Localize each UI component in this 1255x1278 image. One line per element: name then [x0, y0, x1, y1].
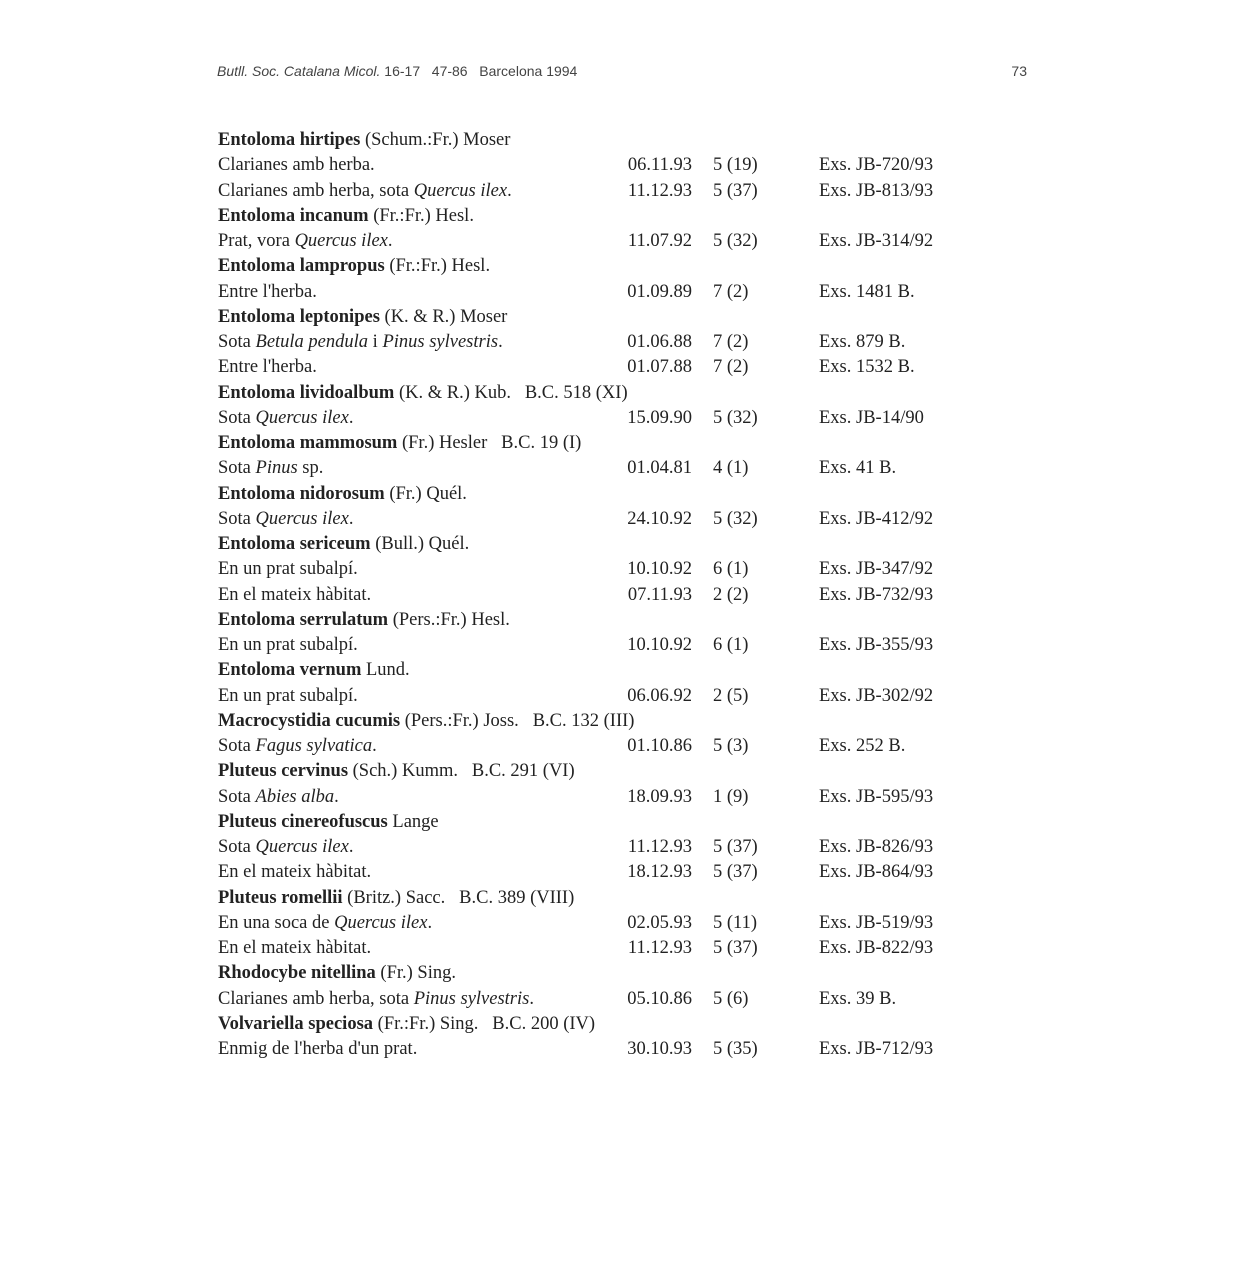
species-entry: [218, 709, 634, 734]
habitat-pre: En una soca de: [218, 912, 335, 933]
habitat-pre: En el mateix hàbitat.: [218, 584, 372, 605]
record-date: 10.10.92: [627, 559, 692, 580]
collection-record: [218, 153, 978, 178]
record-date: 10.10.92: [627, 635, 692, 655]
habitat-pre: Sota: [218, 736, 256, 756]
collection-record: [218, 507, 978, 532]
record-locality: 6 (1): [713, 635, 749, 655]
record-locality: 7 (2): [713, 332, 749, 352]
species-entry: [218, 128, 510, 153]
record-herbarium: Exs. JB-314/92: [819, 231, 934, 251]
species-heading: [218, 608, 978, 633]
record-date: 11.12.93: [627, 180, 692, 201]
record-date: 06.11.93: [627, 155, 692, 176]
species-entry: [218, 254, 490, 279]
habitat-pre: Sota: [218, 332, 256, 352]
record-herbarium: Exs. JB-822/93: [819, 938, 934, 958]
record-locality: 5 (35): [713, 1039, 758, 1059]
record-date: 11.07.92: [627, 231, 692, 251]
habitat-text: [218, 936, 371, 961]
collection-record: [218, 684, 978, 709]
record-date: 11.12.93: [627, 837, 692, 857]
habitat-post: .: [507, 180, 512, 201]
species-heading: [218, 886, 978, 911]
species-name: Rhodocybe nitellina: [218, 963, 376, 984]
habitat-text: [218, 734, 377, 759]
record-herbarium: Exs. 1532 B.: [819, 357, 915, 378]
habitat-pre: En un prat subalpí.: [218, 635, 358, 655]
species-reference: B.C. 291 (VI): [471, 761, 575, 782]
species-entry: [218, 305, 507, 330]
habitat-pre: En el mateix hàbitat.: [218, 938, 372, 958]
record-herbarium: Exs. JB-712/93: [819, 1039, 934, 1059]
collection-record: [218, 911, 978, 936]
species-heading: [218, 810, 978, 835]
species-reference: B.C. 19 (I): [501, 433, 582, 453]
collection-record: [218, 280, 978, 305]
species-author: (Bull.) Quél.: [375, 534, 470, 554]
record-locality: 5 (37): [713, 938, 758, 958]
species-author: Lange: [392, 811, 439, 832]
habitat-post: .: [348, 508, 354, 529]
species-name: Entoloma lividoalbum: [218, 382, 395, 403]
species-name: Entoloma mammosum: [218, 433, 398, 453]
habitat-post: .: [387, 231, 393, 251]
habitat-text: [218, 583, 371, 608]
record-locality: 5 (37): [713, 862, 758, 883]
species-heading: [218, 128, 978, 153]
habitat-text: [218, 633, 358, 658]
habitat-taxon: Quercus ilex: [294, 231, 388, 251]
record-herbarium: Exs. JB-720/93: [819, 155, 934, 176]
species-author: (Sch.) Kumm.: [352, 761, 458, 782]
habitat-text: [218, 557, 358, 582]
species-entry: [218, 532, 469, 557]
record-date: 01.04.81: [627, 458, 692, 479]
habitat-text: [218, 684, 358, 709]
species-heading: [218, 204, 978, 229]
record-locality: 5 (32): [713, 231, 758, 251]
habitat-post: .: [372, 736, 377, 756]
species-entry: [218, 1012, 595, 1037]
record-herbarium: Exs. JB-732/93: [819, 584, 934, 605]
record-herbarium: Exs. JB-14/90: [819, 407, 924, 428]
record-herbarium: Exs. JB-595/93: [819, 786, 934, 807]
habitat-post: sp.: [297, 458, 324, 479]
species-author: Lund.: [366, 660, 410, 681]
species-reference: B.C. 389 (VIII): [459, 887, 575, 908]
habitat-pre: Sota: [218, 458, 256, 479]
habitat-pre: En el mateix hàbitat.: [218, 862, 372, 883]
species-record-list: [218, 128, 978, 1062]
species-heading: [218, 305, 978, 330]
habitat-post: .: [334, 786, 339, 807]
species-name: Entoloma hirtipes: [218, 130, 361, 150]
habitat-pre: Sota: [218, 508, 256, 529]
habitat-post-2: .: [498, 332, 503, 352]
habitat-text: [218, 355, 317, 380]
species-name: Pluteus cinereofuscus: [218, 811, 388, 832]
journal-pages: 47-86: [431, 63, 468, 79]
species-author: (Schum.:Fr.) Moser: [364, 130, 511, 150]
collection-record: [218, 557, 978, 582]
collection-record: [218, 1037, 978, 1062]
record-locality: 4 (1): [713, 458, 749, 479]
species-name: Entoloma nidorosum: [218, 483, 385, 504]
species-name: Entoloma lampropus: [218, 256, 385, 277]
species-author: (Fr.:Fr.) Sing.: [377, 1013, 479, 1034]
species-heading: [218, 254, 978, 279]
species-author: (Britz.) Sacc.: [347, 887, 446, 908]
habitat-taxon-2: Pinus sylvestris: [382, 332, 499, 352]
record-locality: 7 (2): [713, 357, 749, 378]
collection-record: [218, 330, 978, 355]
habitat-pre: Sota: [218, 407, 256, 428]
species-entry: [218, 810, 439, 835]
record-herbarium: Exs. JB-864/93: [819, 862, 934, 883]
species-author: (Fr.:Fr.) Hesl.: [373, 205, 474, 226]
habitat-pre: Entre l'herba.: [218, 281, 317, 302]
collection-record: [218, 229, 978, 254]
species-name: Entoloma vernum: [218, 660, 362, 681]
habitat-taxon: Quercus ilex: [413, 180, 508, 201]
habitat-text: [218, 280, 317, 305]
species-heading: [218, 709, 978, 734]
record-herbarium: Exs. 879 B.: [819, 332, 906, 352]
habitat-pre: Clarianes amb herba, sota: [218, 988, 414, 1009]
habitat-pre: Enmig de l'herba d'un prat.: [218, 1039, 418, 1059]
habitat-pre: Clarianes amb herba.: [218, 155, 375, 176]
record-locality: 2 (2): [713, 584, 749, 605]
record-date: 02.05.93: [627, 912, 692, 933]
habitat-text: [218, 330, 503, 355]
habitat-taxon: Quercus ilex: [255, 407, 349, 428]
record-date: 15.09.90: [627, 407, 692, 428]
record-herbarium: Exs. 41 B.: [819, 458, 897, 479]
page-number: 73: [1011, 63, 1027, 79]
habitat-text: [218, 406, 353, 431]
species-name: Entoloma sericeum: [218, 534, 371, 554]
species-heading: [218, 1012, 978, 1037]
species-name: Entoloma serrulatum: [218, 609, 389, 630]
collection-record: [218, 406, 978, 431]
collection-record: [218, 456, 978, 481]
habitat-pre: Sota: [218, 786, 256, 807]
journal-volume: 16-17: [384, 63, 421, 79]
habitat-pre: En un prat subalpí.: [218, 685, 358, 706]
record-locality: 5 (37): [713, 837, 758, 857]
record-date: 05.10.86: [627, 988, 692, 1009]
record-locality: 5 (3): [713, 736, 749, 756]
habitat-pre: Entre l'herba.: [218, 357, 317, 378]
record-herbarium: Exs. JB-302/92: [819, 685, 934, 706]
habitat-taxon: Quercus ilex: [334, 912, 428, 933]
habitat-text: [218, 860, 371, 885]
habitat-text: [218, 1037, 417, 1062]
record-date: 24.10.92: [627, 508, 692, 529]
collection-record: [218, 835, 978, 860]
species-name: Macrocystidia cucumis: [218, 710, 401, 731]
species-heading: [218, 482, 978, 507]
running-header: [217, 63, 1027, 83]
habitat-text: [218, 179, 512, 204]
record-locality: 5 (6): [713, 988, 749, 1009]
collection-record: [218, 785, 978, 810]
record-locality: 1 (9): [713, 786, 749, 807]
journal-place-year: Barcelona 1994: [479, 63, 578, 79]
record-herbarium: Exs. JB-813/93: [819, 180, 934, 201]
habitat-taxon: Pinus sylvestris: [413, 988, 530, 1009]
record-herbarium: Exs. 252 B.: [819, 736, 906, 756]
species-heading: [218, 532, 978, 557]
species-reference: B.C. 518 (XI): [524, 382, 628, 403]
record-date: 01.07.88: [627, 357, 692, 378]
habitat-post: i: [368, 332, 383, 352]
collection-record: [218, 987, 978, 1012]
record-herbarium: Exs. JB-826/93: [819, 837, 934, 857]
species-entry: [218, 608, 510, 633]
species-author: (K. & R.) Moser: [384, 306, 508, 327]
record-locality: 7 (2): [713, 281, 749, 302]
collection-record: [218, 583, 978, 608]
record-herbarium: Exs. 39 B.: [819, 988, 897, 1009]
species-heading: [218, 759, 978, 784]
habitat-taxon: Quercus ilex: [255, 508, 349, 529]
record-date: 30.10.93: [627, 1039, 692, 1059]
record-locality: 5 (19): [713, 155, 758, 176]
habitat-post: .: [348, 837, 354, 857]
species-name: Entoloma incanum: [218, 205, 369, 226]
species-heading: [218, 658, 978, 683]
collection-record: [218, 936, 978, 961]
habitat-pre: Sota: [218, 837, 256, 857]
record-date: 01.06.88: [627, 332, 692, 352]
record-locality: 5 (32): [713, 407, 758, 428]
habitat-text: [218, 153, 375, 178]
species-entry: [218, 961, 456, 986]
collection-record: [218, 633, 978, 658]
species-entry: [218, 759, 575, 784]
record-date: 01.09.89: [627, 281, 692, 302]
record-locality: 5 (32): [713, 508, 758, 529]
habitat-text: [218, 456, 323, 481]
record-date: 06.06.92: [627, 685, 692, 706]
collection-record: [218, 734, 978, 759]
habitat-text: [218, 911, 432, 936]
species-heading: [218, 431, 978, 456]
habitat-text: [218, 785, 339, 810]
record-date: 11.12.93: [627, 938, 692, 958]
species-name: Pluteus romellii: [218, 887, 343, 908]
habitat-post: .: [427, 912, 433, 933]
species-name: Pluteus cervinus: [218, 761, 349, 782]
species-name: Volvariella speciosa: [218, 1013, 374, 1034]
habitat-post: .: [529, 988, 534, 1009]
record-herbarium: Exs. JB-519/93: [819, 912, 934, 933]
species-heading: [218, 961, 978, 986]
collection-record: [218, 860, 978, 885]
habitat-taxon: Abies alba: [255, 786, 335, 807]
habitat-taxon: Betula pendula: [255, 332, 369, 352]
species-reference: B.C. 200 (IV): [492, 1013, 596, 1034]
species-author: (Fr.) Hesler: [401, 433, 488, 453]
habitat-text: [218, 229, 393, 254]
record-herbarium: Exs. 1481 B.: [819, 281, 915, 302]
habitat-text: [218, 835, 353, 860]
species-name: Entoloma leptonipes: [218, 306, 380, 327]
record-herbarium: Exs. JB-355/93: [819, 635, 934, 655]
species-reference: B.C. 132 (III): [532, 710, 635, 731]
record-herbarium: Exs. JB-347/92: [819, 559, 934, 580]
habitat-text: [218, 507, 353, 532]
habitat-taxon: Fagus sylvatica: [255, 736, 373, 756]
record-date: 01.10.86: [627, 736, 692, 756]
record-locality: 6 (1): [713, 559, 749, 580]
habitat-pre: Clarianes amb herba, sota: [218, 180, 414, 201]
record-locality: 5 (11): [713, 912, 758, 933]
record-herbarium: Exs. JB-412/92: [819, 508, 934, 529]
species-entry: [218, 431, 581, 456]
species-entry: [218, 658, 410, 683]
species-author: (Pers.:Fr.) Joss.: [404, 710, 519, 731]
record-date: 18.12.93: [627, 862, 692, 883]
habitat-post: .: [348, 407, 354, 428]
record-locality: 5 (37): [713, 180, 758, 201]
record-locality: 2 (5): [713, 685, 749, 706]
journal-title: Butll. Soc. Catalana Micol.: [217, 63, 381, 79]
species-author: (Pers.:Fr.) Hesl.: [392, 609, 510, 630]
species-entry: [218, 886, 574, 911]
species-entry: [218, 482, 467, 507]
habitat-taxon: Pinus: [255, 458, 298, 479]
habitat-taxon: Quercus ilex: [255, 837, 349, 857]
habitat-pre: Prat, vora: [218, 231, 295, 251]
species-heading: [218, 381, 978, 406]
species-author: (Fr.) Quél.: [389, 483, 467, 504]
habitat-text: [218, 987, 534, 1012]
species-author: (K. & R.) Kub.: [398, 382, 511, 403]
species-entry: [218, 204, 474, 229]
collection-record: [218, 179, 978, 204]
record-date: 18.09.93: [627, 786, 692, 807]
species-author: (Fr.:Fr.) Hesl.: [389, 256, 491, 277]
species-author: (Fr.) Sing.: [380, 963, 456, 984]
record-date: 07.11.93: [627, 584, 692, 605]
habitat-pre: En un prat subalpí.: [218, 559, 358, 580]
collection-record: [218, 355, 978, 380]
species-entry: [218, 381, 628, 406]
